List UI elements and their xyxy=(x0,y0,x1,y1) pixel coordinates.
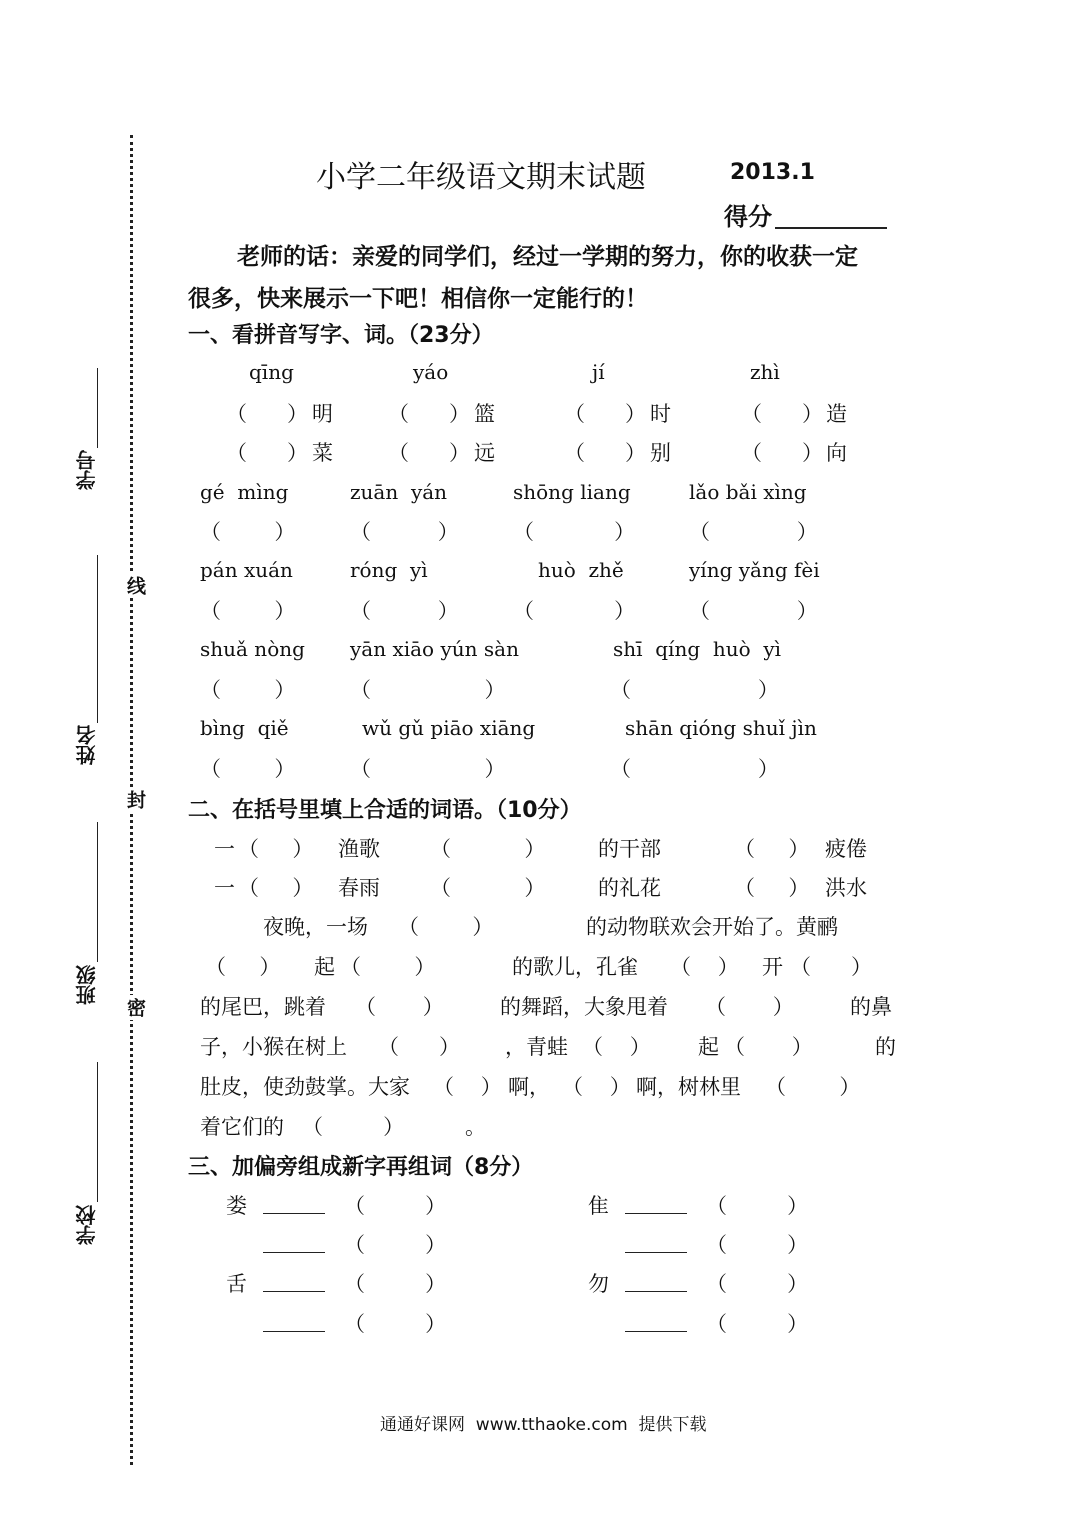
section1-heading: 一、看拼音写字、词。（23分） xyxy=(188,323,494,348)
story-text: 啊， xyxy=(508,1075,550,1099)
page-title: 小学二年级语文期末试题 xyxy=(316,160,646,195)
answer-blank: （ ） xyxy=(378,1035,461,1059)
pinyin-word: shān qióng shuǐ jìn xyxy=(625,716,817,740)
story-text: 啊，树林里 xyxy=(636,1075,741,1099)
pinyin-word: pán xuán xyxy=(200,558,293,582)
new-char-blank xyxy=(263,1252,325,1253)
answer-blank: （ ） xyxy=(200,757,296,781)
answer-blank: （ ） xyxy=(734,876,810,900)
answer-blank: （ ） xyxy=(706,1272,809,1296)
char-item: 别 xyxy=(650,441,671,465)
new-char-blank xyxy=(263,1291,325,1292)
base-char: 舌 xyxy=(226,1272,247,1296)
answer-blank: （ ） xyxy=(344,1194,447,1218)
char-item: 时 xyxy=(650,402,671,426)
class-blank xyxy=(97,822,98,962)
answer-blank: （ ） xyxy=(705,995,794,1019)
student-no-blank xyxy=(97,368,98,448)
base-char: 隹 xyxy=(588,1194,609,1218)
answer-blank: （ ） xyxy=(689,520,818,544)
answer-blank: （ ） xyxy=(564,441,647,465)
pinyin-label: jí xyxy=(592,360,605,384)
answer-blank: （ ） xyxy=(350,757,506,781)
seal-seal-char: 封 xyxy=(122,787,149,812)
pinyin-word: huò zhě xyxy=(538,558,624,582)
base-char: 娄 xyxy=(226,1194,247,1218)
answer-blank: （ ） xyxy=(765,1075,861,1099)
intro-line-2: 很多，快来展示一下吧！相信你一定能行的！ xyxy=(188,286,648,312)
score-blank xyxy=(775,227,887,229)
answer-blank: （ ） xyxy=(706,1233,809,1257)
answer-blank: （ ） xyxy=(734,837,810,861)
answer-blank: （ ） xyxy=(226,441,309,465)
exam-date: 2013.1 xyxy=(730,160,815,185)
pinyin-word: yíng yǎng fèi xyxy=(689,558,820,582)
fill-prefix: 一 xyxy=(214,837,235,861)
pinyin-word: bìng qiě xyxy=(200,716,289,740)
answer-blank: （ ） xyxy=(689,599,818,623)
pinyin-label: qīng xyxy=(249,360,294,384)
answer-blank: （ ） xyxy=(790,955,873,979)
story-text: 开 xyxy=(762,955,783,979)
answer-blank: （ ） xyxy=(205,955,281,979)
new-char-blank xyxy=(263,1331,325,1332)
char-item: 造 xyxy=(826,402,847,426)
answer-blank: （ ） xyxy=(398,915,494,939)
school-label: 学校 xyxy=(75,1205,99,1245)
story-text: 的舞蹈，大象甩着 xyxy=(500,995,668,1019)
char-item: 篮 xyxy=(474,402,495,426)
answer-blank: （ ） xyxy=(610,678,779,702)
pinyin-label: yáo xyxy=(413,360,449,384)
fill-word: 的礼花 xyxy=(598,876,661,900)
pinyin-label: zhì xyxy=(750,360,780,384)
answer-blank: （ ） xyxy=(350,678,506,702)
fill-word: 春雨 xyxy=(338,876,380,900)
name-blank xyxy=(97,555,98,723)
footer-credit: 通通好课网 www.tthaoke.com 提供下载 xyxy=(380,1415,707,1435)
school-blank xyxy=(97,1062,98,1202)
answer-blank: （ ） xyxy=(582,1035,651,1059)
answer-blank: （ ） xyxy=(302,1115,405,1139)
answer-blank: （ ） xyxy=(513,520,636,544)
answer-blank: （ ） xyxy=(430,876,546,900)
char-item: 向 xyxy=(826,441,847,465)
answer-blank: （ ） xyxy=(430,837,546,861)
score-label: 得分 xyxy=(724,203,772,231)
fill-word: 疲倦 xyxy=(825,837,867,861)
answer-blank: （ ） xyxy=(610,757,779,781)
pinyin-word: shī qíng huò yì xyxy=(613,637,782,661)
answer-blank: （ ） xyxy=(670,955,739,979)
pinyin-word: shōng liang xyxy=(513,480,631,504)
story-text: 的动物联欢会开始了。黄鹂 xyxy=(586,915,838,939)
answer-blank: （ ） xyxy=(355,995,444,1019)
answer-blank: （ ） xyxy=(238,837,314,861)
story-text: 子，小猴在树上 xyxy=(200,1035,347,1059)
pinyin-word: shuǎ nòng xyxy=(200,637,305,661)
new-char-blank xyxy=(625,1291,687,1292)
story-text: 。 xyxy=(465,1115,486,1139)
answer-blank: （ ） xyxy=(200,678,296,702)
base-char: 勿 xyxy=(588,1272,609,1296)
answer-blank: （ ） xyxy=(344,1312,447,1336)
story-text: 的歌儿，孔雀 xyxy=(512,955,638,979)
seal-secret-char: 密 xyxy=(122,995,149,1020)
story-text: ，青蛙 xyxy=(505,1035,568,1059)
fill-word: 渔歌 xyxy=(338,837,380,861)
pinyin-word: gé mìng xyxy=(200,480,289,504)
story-text: 夜晚，一场 xyxy=(263,915,368,939)
answer-blank: （ ） xyxy=(562,1075,631,1099)
story-text: 的尾巴，跳着 xyxy=(200,995,326,1019)
story-text: 的鼻 xyxy=(850,995,892,1019)
answer-blank: （ ） xyxy=(388,402,471,426)
story-text: 的 xyxy=(875,1035,896,1059)
answer-blank: （ ） xyxy=(741,441,824,465)
fill-prefix: 一 xyxy=(214,876,235,900)
answer-blank: （ ） xyxy=(724,1035,813,1059)
char-item: 远 xyxy=(474,441,495,465)
answer-blank: （ ） xyxy=(513,599,636,623)
answer-blank: （ ） xyxy=(344,1233,447,1257)
answer-blank: （ ） xyxy=(741,402,824,426)
intro-line-1: 老师的话：亲爱的同学们，经过一学期的努力，你的收获一定 xyxy=(237,244,858,270)
answer-blank: （ ） xyxy=(238,876,314,900)
student-no-label: 学号 xyxy=(75,450,99,490)
answer-blank: （ ） xyxy=(433,1075,502,1099)
fill-word: 的干部 xyxy=(598,837,661,861)
answer-blank: （ ） xyxy=(350,599,459,623)
answer-blank: （ ） xyxy=(226,402,309,426)
answer-blank: （ ） xyxy=(344,1272,447,1296)
pinyin-word: wǔ gǔ piāo xiāng xyxy=(362,716,536,740)
pinyin-word: zuān yán xyxy=(350,480,448,504)
story-text: 着它们的 xyxy=(200,1115,284,1139)
pinyin-word: róng yì xyxy=(350,558,428,582)
new-char-blank xyxy=(625,1252,687,1253)
answer-blank: （ ） xyxy=(200,520,296,544)
section2-heading: 二、在括号里填上合适的词语。（10分） xyxy=(188,798,582,823)
char-item: 菜 xyxy=(312,441,333,465)
story-text: 起 xyxy=(698,1035,719,1059)
story-text: 肚皮，使劲鼓掌。大家 xyxy=(200,1075,410,1099)
answer-blank: （ ） xyxy=(564,402,647,426)
class-label: 班级 xyxy=(75,965,99,1005)
new-char-blank xyxy=(625,1331,687,1332)
answer-blank: （ ） xyxy=(350,520,459,544)
answer-blank: （ ） xyxy=(706,1194,809,1218)
char-item: 明 xyxy=(312,402,333,426)
answer-blank: （ ） xyxy=(200,599,296,623)
new-char-blank xyxy=(263,1213,325,1214)
pinyin-word: yān xiāo yún sàn xyxy=(350,637,519,661)
answer-blank: （ ） xyxy=(340,955,436,979)
pinyin-word: lǎo bǎi xìng xyxy=(689,480,807,504)
section3-heading: 三、加偏旁组成新字再组词（8分） xyxy=(188,1155,534,1180)
answer-blank: （ ） xyxy=(388,441,471,465)
name-label: 姓名 xyxy=(75,725,99,765)
answer-blank: （ ） xyxy=(706,1312,809,1336)
new-char-blank xyxy=(625,1213,687,1214)
fill-word: 洪水 xyxy=(825,876,867,900)
story-text: 起 xyxy=(314,955,335,979)
seal-line-char: 线 xyxy=(122,573,149,598)
